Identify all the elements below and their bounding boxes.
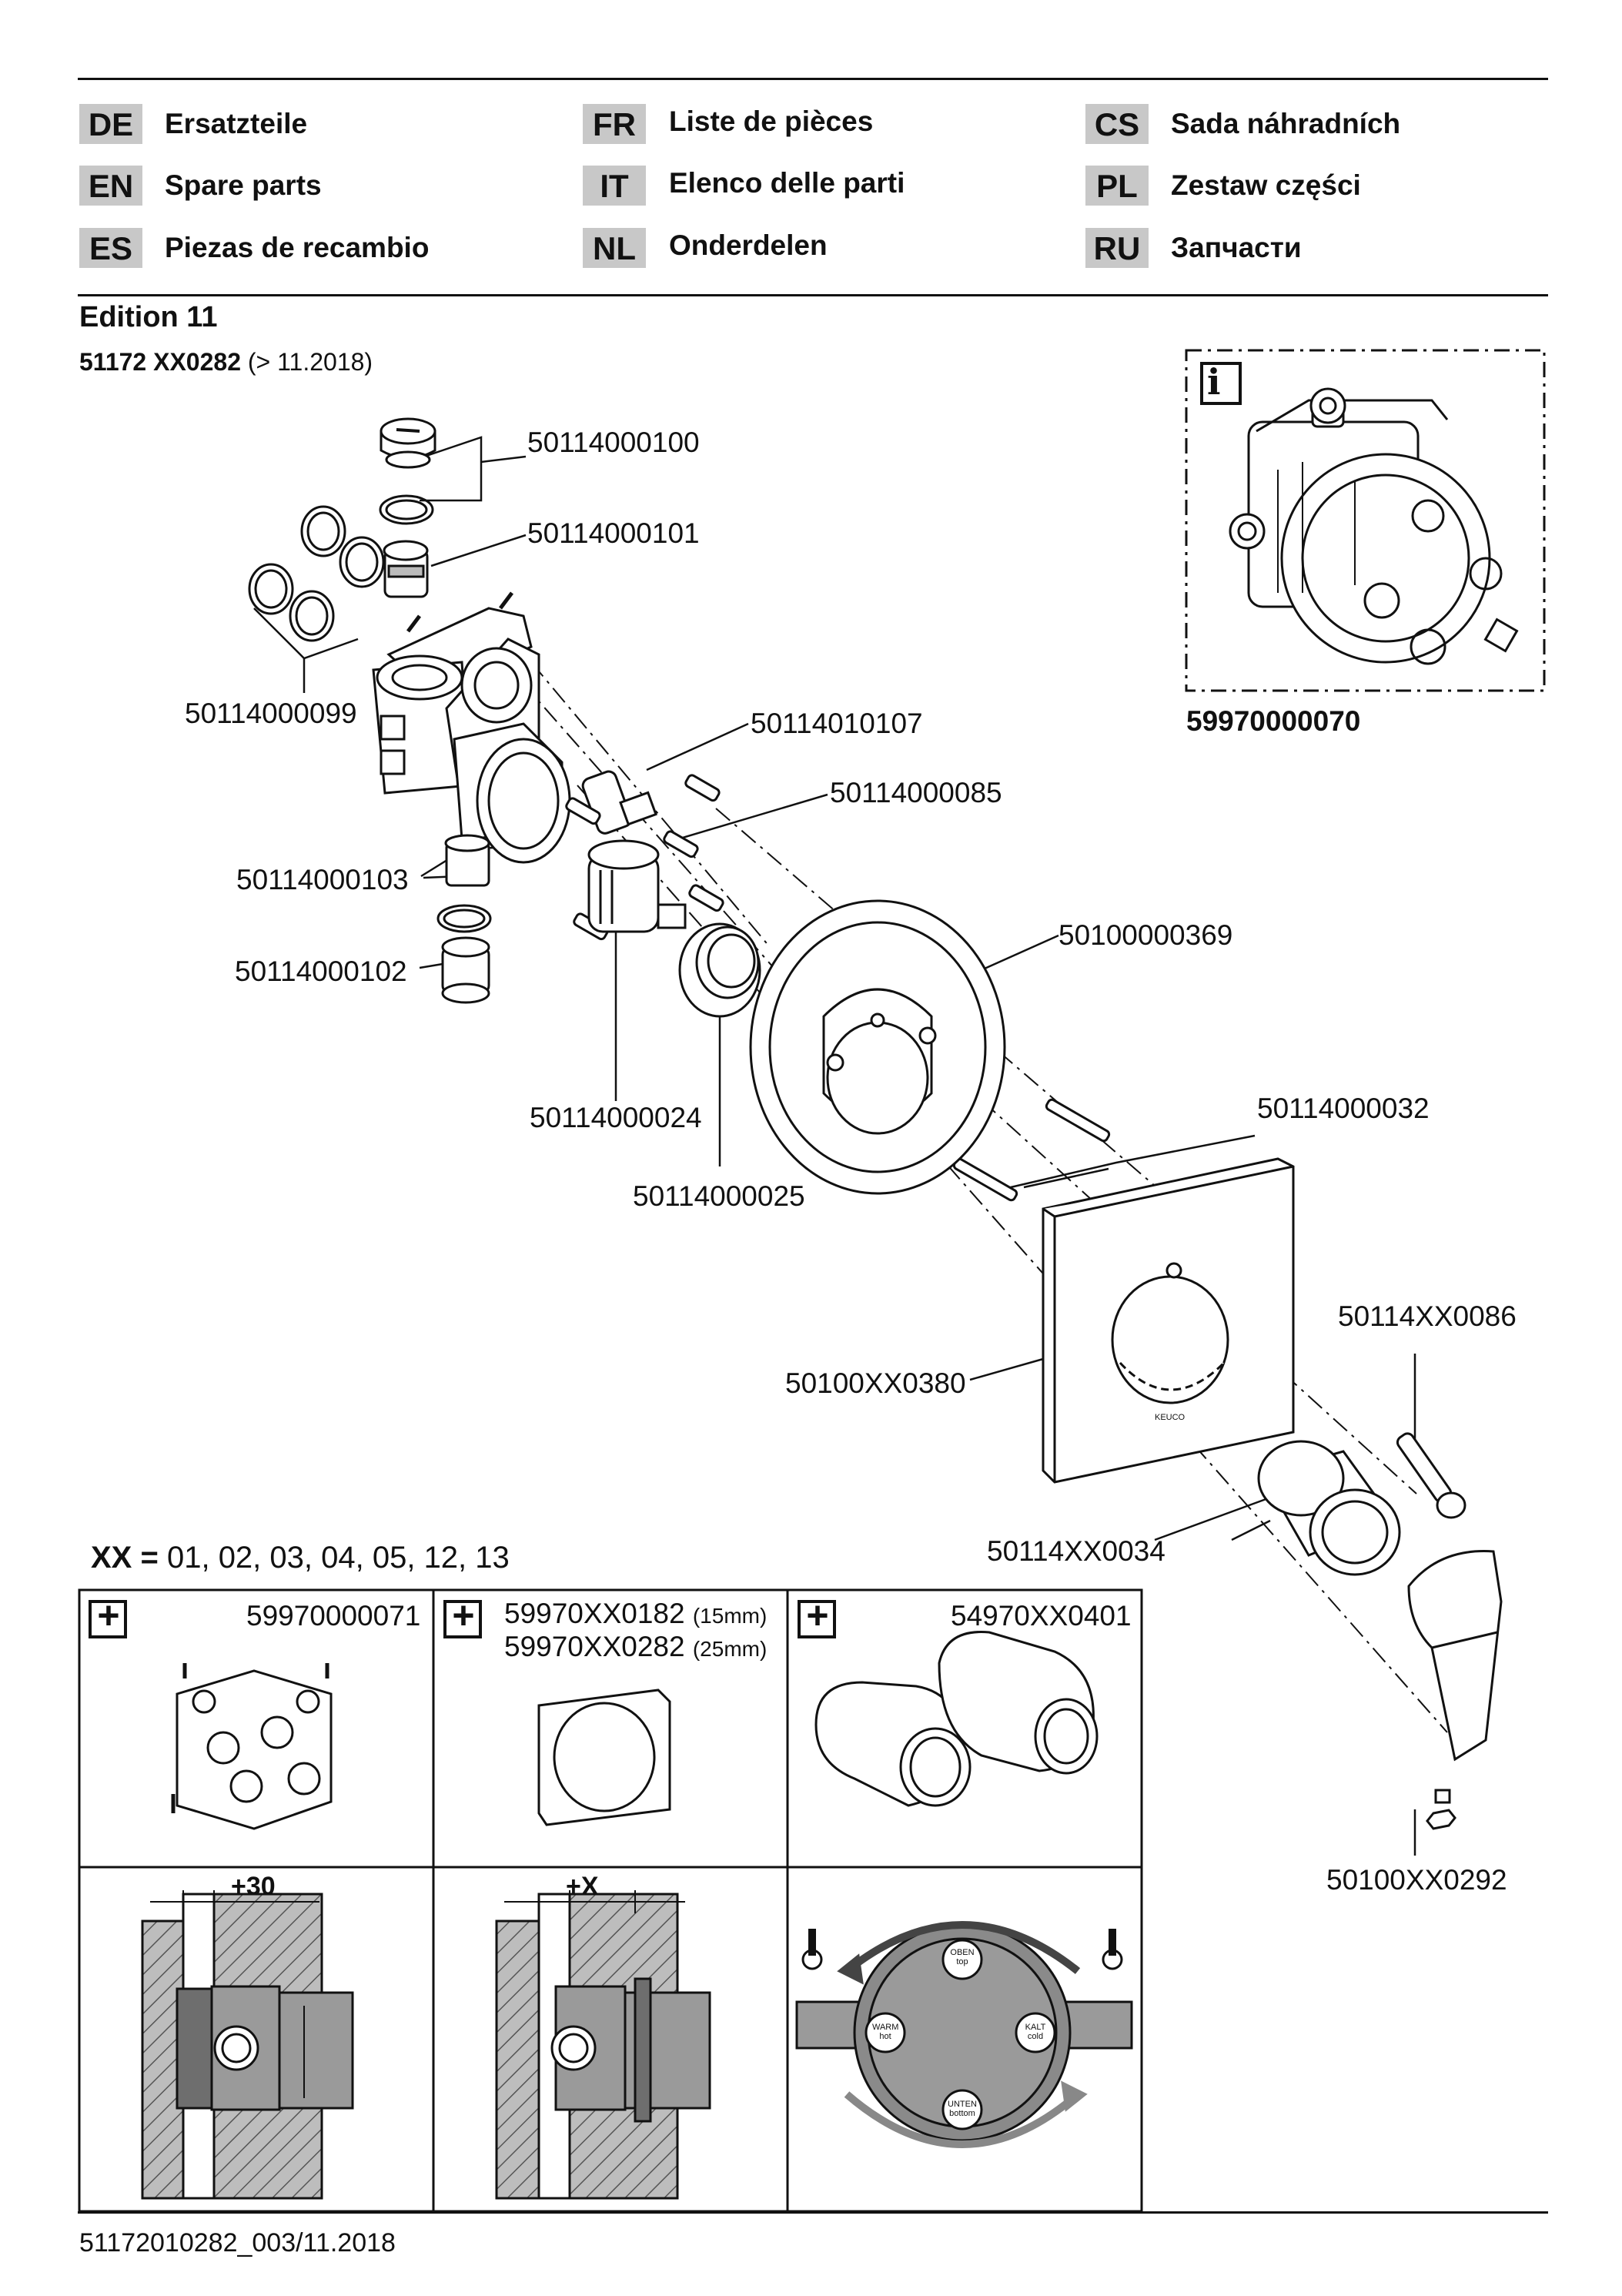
install-dim-x: +X — [566, 1872, 599, 1901]
lang-name-ru: Запчасти — [1171, 232, 1302, 263]
part-label-50114000085: 50114000085 — [830, 777, 1002, 808]
accessory-part-59970XX0282 — [504, 1632, 767, 1665]
label-top-text: top — [956, 1957, 968, 1966]
label-warm — [872, 2023, 898, 2041]
footer-rule — [78, 2211, 1548, 2214]
variant-line — [91, 1542, 510, 1573]
plus-glyph-2: + — [452, 1594, 475, 1637]
part-label-50114000103: 50114000103 — [236, 864, 409, 895]
cartridge-part — [589, 841, 685, 932]
lang-code-pl: PL — [1085, 166, 1149, 206]
info-box-part-number: 59970000070 — [1186, 705, 1361, 737]
accessory-part-59970000071: 59970000071 — [246, 1600, 421, 1632]
lang-name-pl: Zestaw części — [1171, 169, 1361, 201]
footer-doc-number: 51172010282_003/11.2018 — [79, 2228, 396, 2258]
model-number: 51172 XX0282 — [79, 348, 241, 376]
label-hot-text: hot — [879, 2032, 891, 2041]
accessory-sleeves — [816, 1632, 1097, 1806]
label-warm-text: WARM — [872, 2023, 899, 2032]
label-unten — [947, 2100, 978, 2118]
part-label-50114XX0034: 50114XX0034 — [987, 1535, 1165, 1567]
installation-section-2 — [497, 1890, 710, 2198]
accessory-part-59970XX0282-number: 59970XX0282 — [504, 1631, 685, 1662]
part-label-50114010107: 50114010107 — [751, 708, 923, 739]
accessory-part-54970XX0401: 54970XX0401 — [951, 1600, 1132, 1632]
lang-code-nl: NL — [583, 228, 646, 268]
lang-code-ru: RU — [1085, 228, 1149, 268]
accessory-part-59970XX0182-number: 59970XX0182 — [504, 1598, 685, 1629]
part-label-50114XX0086: 50114XX0086 — [1338, 1300, 1517, 1332]
lang-name-de: Ersatzteile — [165, 108, 308, 139]
lang-code-fr: FR — [583, 104, 646, 144]
part-label-50114000101: 50114000101 — [527, 517, 700, 549]
filter-parts — [443, 835, 489, 1002]
lang-name-nl: Onderdelen — [669, 229, 828, 261]
part-label-50100000369: 50100000369 — [1058, 919, 1233, 951]
accessory-plate — [539, 1690, 670, 1825]
lang-name-fr: Liste de pièces — [669, 105, 874, 137]
edition-title: Edition 11 — [79, 301, 218, 333]
info-box-valve-illustration — [1230, 389, 1517, 664]
part-label-50114000032: 50114000032 — [1257, 1093, 1430, 1124]
variant-label: XX = — [91, 1541, 159, 1575]
part-label-50100XX0380: 50100XX0380 — [785, 1367, 966, 1399]
label-kalt-text: KALT — [1025, 2023, 1046, 2032]
variant-values: 01, 02, 03, 04, 05, 12, 13 — [166, 1541, 510, 1575]
sleeve-nut-part — [680, 924, 760, 1016]
lang-name-en: Spare parts — [165, 169, 322, 201]
plus-glyph-3: + — [806, 1594, 829, 1637]
lever-handle-part — [1409, 1551, 1501, 1829]
part-label-50114000100: 50114000100 — [527, 427, 700, 458]
accessory-part-25mm-note: (25mm) — [692, 1637, 768, 1661]
cover-plate-part — [1043, 1159, 1293, 1482]
part-label-50114000099: 50114000099 — [185, 698, 357, 729]
lang-code-it: IT — [583, 166, 646, 206]
lang-name-es: Piezas de recambio — [165, 232, 430, 263]
info-icon-glyph: i — [1207, 361, 1221, 403]
label-bottom-text: bottom — [949, 2109, 975, 2118]
accessory-mounting-box — [173, 1663, 331, 1829]
mounting-ring-part — [751, 901, 1005, 1193]
lang-name-cs: Sada náhradních — [1171, 108, 1401, 139]
lang-name-it: Elenco delle parti — [669, 167, 905, 199]
lang-code-es: ES — [79, 228, 142, 268]
lang-code-en: EN — [79, 166, 142, 206]
label-oben — [949, 1948, 975, 1966]
label-oben-text: OBEN — [950, 1948, 975, 1957]
check-valve-part — [384, 541, 427, 597]
accessory-part-15mm-note: (15mm) — [692, 1604, 768, 1628]
cover-plate-brand: KEUCO — [1155, 1413, 1186, 1422]
install-dim-30: +30 — [231, 1872, 276, 1901]
thermo-cartridge-part — [580, 769, 656, 835]
handle-sleeve-part — [1259, 1441, 1400, 1575]
plus-glyph-1: + — [97, 1594, 120, 1637]
main-valve-body — [373, 593, 570, 862]
cap-part — [381, 419, 435, 467]
part-label-50114000102: 50114000102 — [235, 956, 407, 987]
lang-code-cs: CS — [1085, 104, 1149, 144]
installation-section-1 — [142, 1890, 353, 2198]
label-kalt — [1022, 2023, 1048, 2041]
lang-code-de: DE — [79, 104, 142, 144]
model-date-note: (> 11.2018) — [247, 348, 373, 376]
accessory-part-59970XX0182 — [504, 1598, 767, 1632]
part-label-50100XX0292: 50100XX0292 — [1326, 1864, 1507, 1896]
label-cold-text: cold — [1027, 2032, 1044, 2041]
handle-screw-part — [1395, 1431, 1465, 1518]
part-label-50114000024: 50114000024 — [530, 1102, 702, 1133]
label-unten-text: UNTEN — [948, 2100, 977, 2109]
part-label-50114000025: 50114000025 — [633, 1180, 805, 1212]
